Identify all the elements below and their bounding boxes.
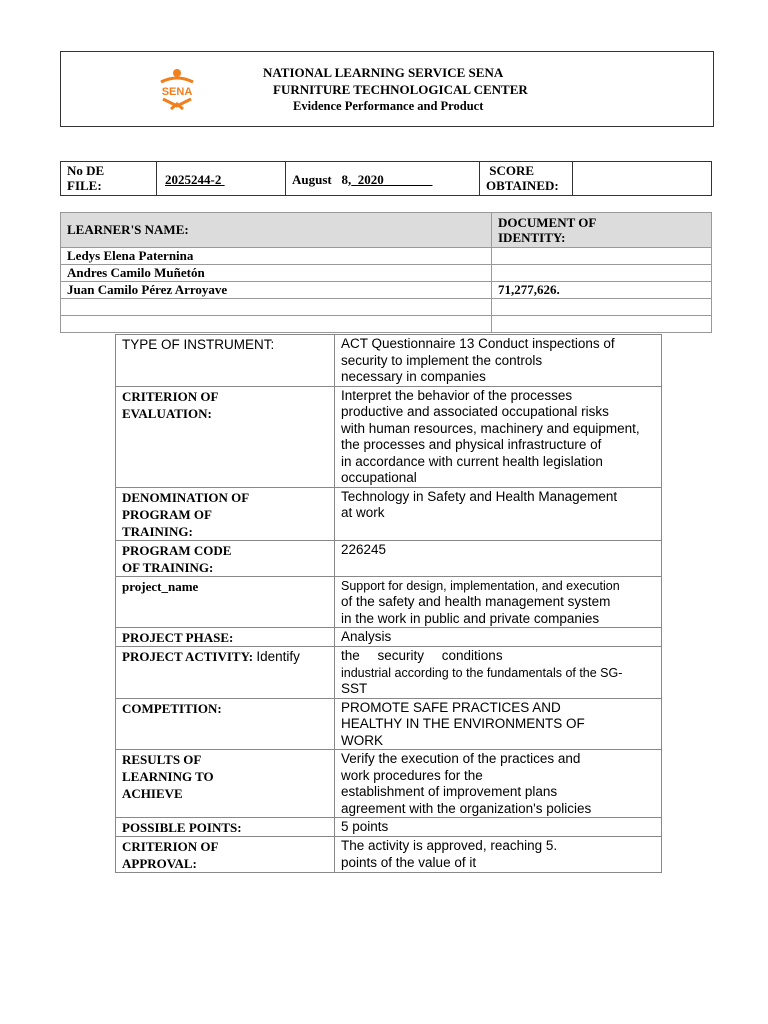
sena-logo xyxy=(153,68,201,112)
competition-value: PROMOTE SAFE PRACTICES AND HEALTHY IN THE ENVIRONMENTS OF WORK xyxy=(335,698,662,750)
table-row xyxy=(116,540,662,576)
learners-table xyxy=(60,212,712,333)
document-header xyxy=(60,51,714,127)
file-number[interactable]: 2025244-2 xyxy=(157,162,286,195)
table-row xyxy=(116,487,662,540)
instrument-type-label: TYPE OF INSTRUMENT: xyxy=(116,335,335,387)
program-denomination-label: DENOMINATION OF PROGRAM OF TRAINING: xyxy=(116,487,335,540)
instrument-type-value: ACT Questionnaire 13 Conduct inspections of security to implement the controls necessary in companies xyxy=(335,335,662,387)
learner-name[interactable] xyxy=(61,316,492,333)
criterion-evaluation-label: CRITERION OF EVALUATION: xyxy=(116,386,335,487)
learner-name[interactable]: Juan Camilo Pérez Arroyave xyxy=(61,282,492,299)
project-phase-label: PROJECT PHASE: xyxy=(116,628,335,647)
table-row xyxy=(116,576,662,628)
learner-name[interactable]: Ledys Elena Paternina xyxy=(61,248,492,265)
learner-name-header: LEARNER'S NAME: xyxy=(61,213,492,248)
logo-text: SENA xyxy=(161,86,193,98)
table-row xyxy=(116,698,662,750)
table-row xyxy=(116,647,662,699)
instrument-table xyxy=(115,334,662,873)
table-row xyxy=(116,818,662,837)
learner-id[interactable] xyxy=(492,316,712,333)
table-row xyxy=(61,265,712,282)
table-row xyxy=(61,299,712,316)
learner-name[interactable]: Andres Camilo Muñetón xyxy=(61,265,492,282)
criterion-evaluation-value: Interpret the behavior of the processes productive and associated occupational risks with human resources, machinery and equipment, the processes and physical infrastructure of in accordance with current health legislation occupational xyxy=(335,386,662,487)
learner-id[interactable] xyxy=(492,265,712,282)
learner-id[interactable] xyxy=(492,299,712,316)
table-row xyxy=(116,386,662,487)
table-row xyxy=(116,628,662,647)
program-denomination-value: Technology in Safety and Health Management at work xyxy=(335,487,662,540)
project-activity-label: PROJECT ACTIVITY: Identify xyxy=(116,647,335,699)
table-row xyxy=(61,248,712,265)
project-phase-value: Analysis xyxy=(335,628,662,647)
project-name-value: Support for design, implementation, and execution of the safety and health management system in the work in public and private companies xyxy=(335,576,662,628)
program-code-label: PROGRAM CODE OF TRAINING: xyxy=(116,540,335,576)
competition-label: COMPETITION: xyxy=(116,698,335,750)
approval-criterion-label: CRITERION OF APPROVAL: xyxy=(116,837,335,873)
learner-name[interactable] xyxy=(61,299,492,316)
learning-results-label: RESULTS OF LEARNING TO ACHIEVE xyxy=(116,750,335,818)
possible-points-label: POSSIBLE POINTS: xyxy=(116,818,335,837)
document-subtitle: Evidence Performance and Product xyxy=(293,99,484,113)
learners-header-row xyxy=(61,213,712,248)
file-date[interactable]: August 8, 2020 xyxy=(286,162,480,195)
center-name: FURNITURE TECHNOLOGICAL CENTER xyxy=(273,82,528,97)
file-row xyxy=(60,161,712,196)
learner-id[interactable] xyxy=(492,248,712,265)
possible-points-value: 5 points xyxy=(335,818,662,837)
score-value[interactable] xyxy=(573,162,711,195)
institution-name: NATIONAL LEARNING SERVICE SENA xyxy=(263,65,504,80)
document-id-header: DOCUMENT OF IDENTITY: xyxy=(492,213,712,248)
learning-results-value: Verify the execution of the practices and work procedures for the establishment of improvement plans agreement with the organization's policies xyxy=(335,750,662,818)
learner-id[interactable]: 71,277,626. xyxy=(492,282,712,299)
table-row xyxy=(116,837,662,873)
project-activity-value: the security conditions industrial according to the fundamentals of the SG- SST xyxy=(335,647,662,699)
approval-criterion-value: The activity is approved, reaching 5. points of the value of it xyxy=(335,837,662,873)
table-row xyxy=(116,750,662,818)
file-label: No DE FILE: xyxy=(61,162,157,195)
program-code-value: 226245 xyxy=(335,540,662,576)
score-label: SCORE OBTAINED: xyxy=(480,162,573,195)
table-row xyxy=(61,316,712,333)
table-row xyxy=(61,282,712,299)
table-row xyxy=(116,335,662,387)
project-name-label: project_name xyxy=(116,576,335,628)
